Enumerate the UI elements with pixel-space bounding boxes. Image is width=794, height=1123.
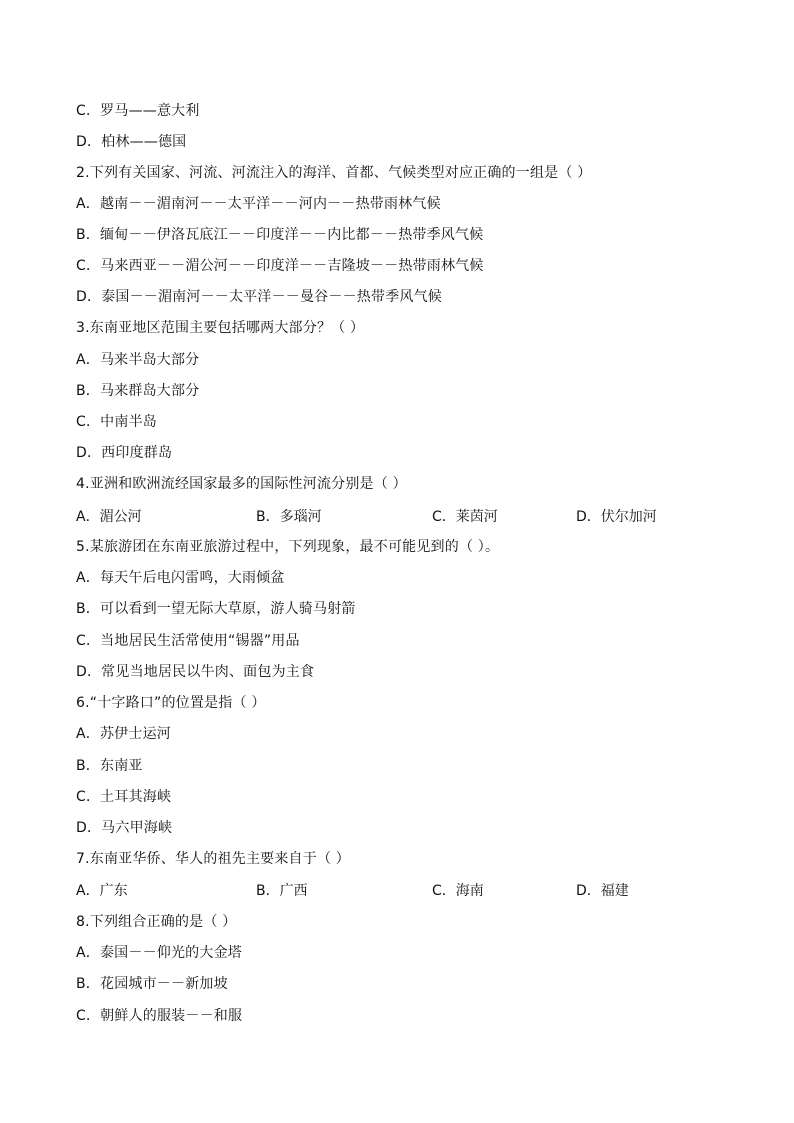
- q4-options-row: [76, 507, 716, 527]
- q2-option-a: A．越南－－湄南河－－太平洋－－河内－－热带雨林气候: [76, 196, 441, 212]
- q6-option-b: B．东南亚: [76, 758, 143, 774]
- q4-option-a: A．湄公河: [76, 509, 142, 525]
- q6-option-d: D．马六甲海峡: [76, 820, 173, 836]
- q1-option-c: C．罗马——意大利: [76, 103, 200, 119]
- q4-option-b: B．多瑙河: [256, 509, 322, 525]
- q2-option-d: D．泰国－－湄南河－－太平洋－－曼谷－－热带季风气候: [76, 289, 442, 305]
- q7-option-d: D．福建: [576, 883, 629, 899]
- q4-stem: 4.亚洲和欧洲流经国家最多的国际性河流分别是（ ）: [76, 476, 407, 492]
- q7-option-b: B．广西: [256, 883, 308, 899]
- q3-option-b: B．马来群岛大部分: [76, 383, 200, 399]
- q7-stem: 7.东南亚华侨、华人的祖先主要来自于（ ）: [76, 851, 351, 867]
- q2-stem: 2.下列有关国家、河流、河流注入的海洋、首都、气候类型对应正确的一组是（ ）: [76, 165, 592, 181]
- q2-option-b: B．缅甸－－伊洛瓦底江－－印度洋－－内比都－－热带季风气候: [76, 227, 484, 243]
- q8-option-b: B．花园城市－－新加坡: [76, 976, 228, 992]
- q8-option-c: C．朝鲜人的服装－－和服: [76, 1008, 243, 1024]
- q5-option-c: C．当地居民生活常使用“锡器”用品: [76, 633, 300, 649]
- q3-stem: 3.东南亚地区范围主要包括哪两大部分？（ ）: [76, 320, 365, 336]
- q6-option-c: C．土耳其海峡: [76, 789, 172, 805]
- q1-option-d: D．柏林——德国: [76, 134, 187, 150]
- q3-option-a: A．马来半岛大部分: [76, 352, 200, 368]
- q6-stem: 6.“十字路口”的位置是指（ ）: [76, 695, 266, 711]
- q5-stem: 5.某旅游团在东南亚旅游过程中，下列现象，最不可能见到的（ ）。: [76, 539, 500, 555]
- q7-options-row: [76, 881, 716, 901]
- q5-option-d: D．常见当地居民以牛肉、面包为主食: [76, 664, 315, 680]
- q5-option-b: B．可以看到一望无际大草原，游人骑马射箭: [76, 601, 356, 617]
- q5-option-a: A．每天午后电闪雷鸣，大雨倾盆: [76, 570, 285, 586]
- q2-option-c: C．马来西亚－－湄公河－－印度洋－－吉隆坡－－热带雨林气候: [76, 258, 484, 274]
- q4-option-d: D．伏尔加河: [576, 509, 657, 525]
- q8-option-a: A．泰国－－仰光的大金塔: [76, 945, 242, 961]
- q7-option-c: C．海南: [432, 883, 484, 899]
- q4-option-c: C．莱茵河: [432, 509, 498, 525]
- q8-stem: 8.下列组合正确的是（ ）: [76, 914, 237, 930]
- q6-option-a: A．苏伊士运河: [76, 726, 171, 742]
- q3-option-c: C．中南半岛: [76, 414, 157, 430]
- q7-option-a: A．广东: [76, 883, 128, 899]
- q3-option-d: D．西印度群岛: [76, 445, 173, 461]
